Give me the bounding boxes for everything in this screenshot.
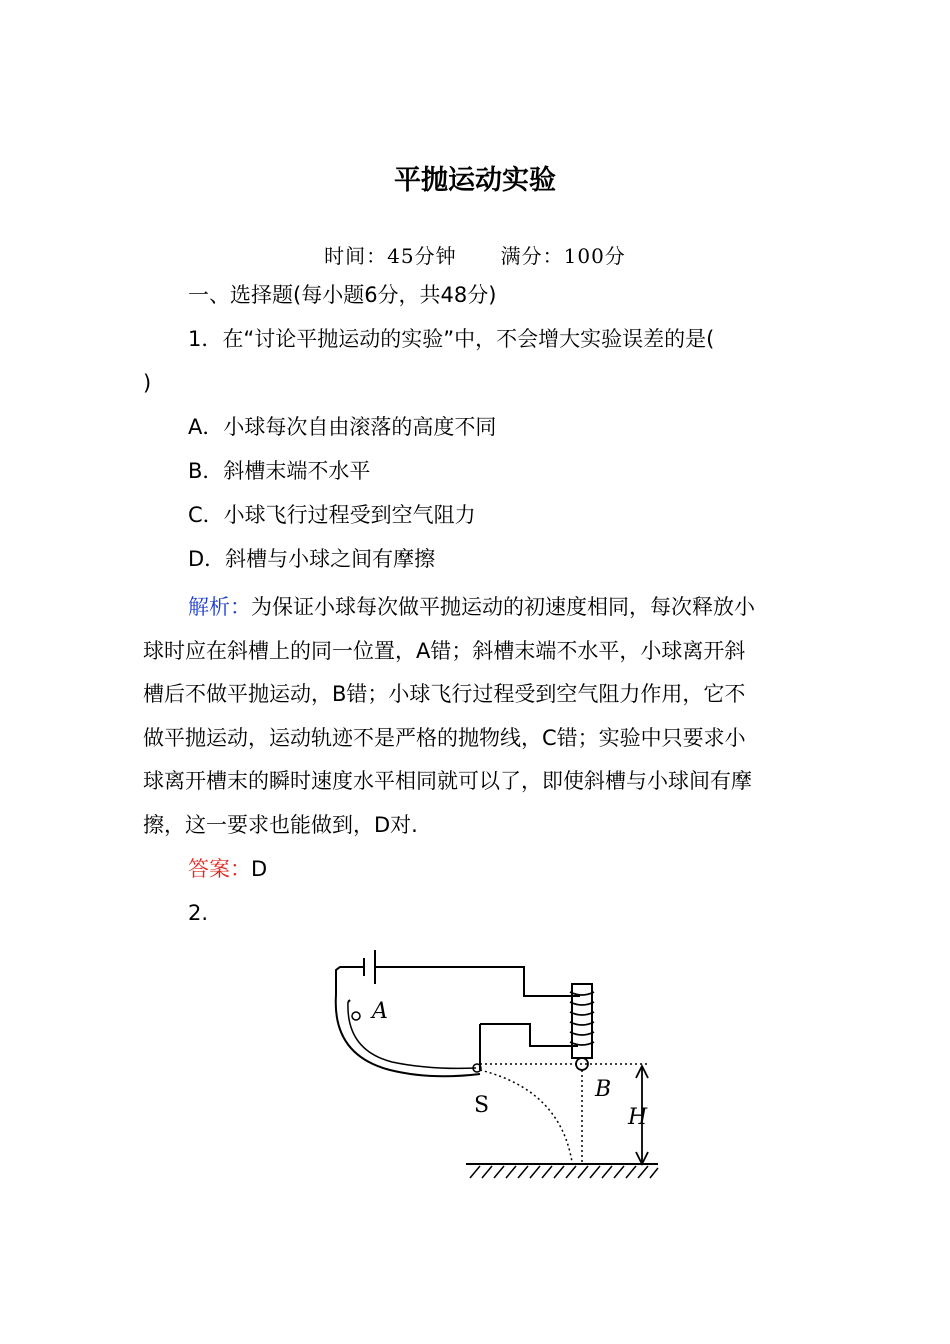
analysis-label: 解析：	[188, 595, 251, 619]
page-title: 平抛运动实验	[394, 165, 556, 196]
analysis-line: 为保证小球每次做平抛运动的初速度相同，每次释放小	[251, 595, 755, 619]
q1-answer	[188, 854, 267, 884]
q1-option-d: D．斜槽与小球之间有摩擦	[188, 547, 436, 571]
wire-top	[375, 967, 580, 996]
analysis-line: 槽后不做平抛运动，B错；小球飞行过程受到空气阻力作用，它不	[143, 682, 746, 707]
q1-analysis	[143, 586, 808, 848]
answer-label: 答案：	[188, 857, 251, 881]
q1-option-b: B．斜槽末端不水平	[188, 459, 371, 483]
ball-a	[352, 1012, 360, 1020]
ground-hatching	[470, 1166, 658, 1178]
projectile-trajectory	[480, 1070, 572, 1162]
analysis-line: 做平抛运动，运动轨迹不是严格的抛物线，C错；实验中只要求小	[143, 725, 746, 750]
answer-value: D	[251, 857, 268, 881]
analysis-line: 球离开槽末的瞬时速度水平相同就可以了，即使斜槽与小球间有摩	[143, 769, 752, 794]
exam-meta	[0, 240, 950, 269]
q2-number: 2.	[188, 901, 209, 925]
wire-left	[336, 967, 364, 995]
label-h: H	[628, 1105, 648, 1130]
label-b: B	[595, 1077, 612, 1102]
analysis-line: 球时应在斜槽上的同一位置，A错；斜槽末端不水平，小球离开斜	[143, 638, 746, 663]
time-limit: 时间：45分钟	[324, 244, 457, 268]
section-heading: 一、选择题(每小题6分，共48分)	[188, 283, 497, 307]
label-a: A	[372, 999, 388, 1024]
experiment-diagram	[320, 940, 670, 1190]
q1-stem: 1．在“讨论平抛运动的实验”中，不会增大实验误差的是(	[188, 327, 715, 351]
label-s: S	[474, 1093, 490, 1118]
chute-outer	[336, 995, 480, 1076]
analysis-line: 擦，这一要求也能做到，D对.	[143, 812, 418, 837]
q1-option-c: C．小球飞行过程受到空气阻力	[188, 503, 476, 527]
full-score: 满分：100分	[500, 244, 626, 268]
chute-top	[348, 1000, 350, 1002]
wire-bottom	[480, 1024, 578, 1046]
chute-inner	[348, 1002, 476, 1068]
electromagnet-coil	[570, 992, 594, 1045]
q1-stem-cont: )	[143, 371, 152, 395]
q1-option-a: A．小球每次自由滚落的高度不同	[188, 415, 497, 439]
